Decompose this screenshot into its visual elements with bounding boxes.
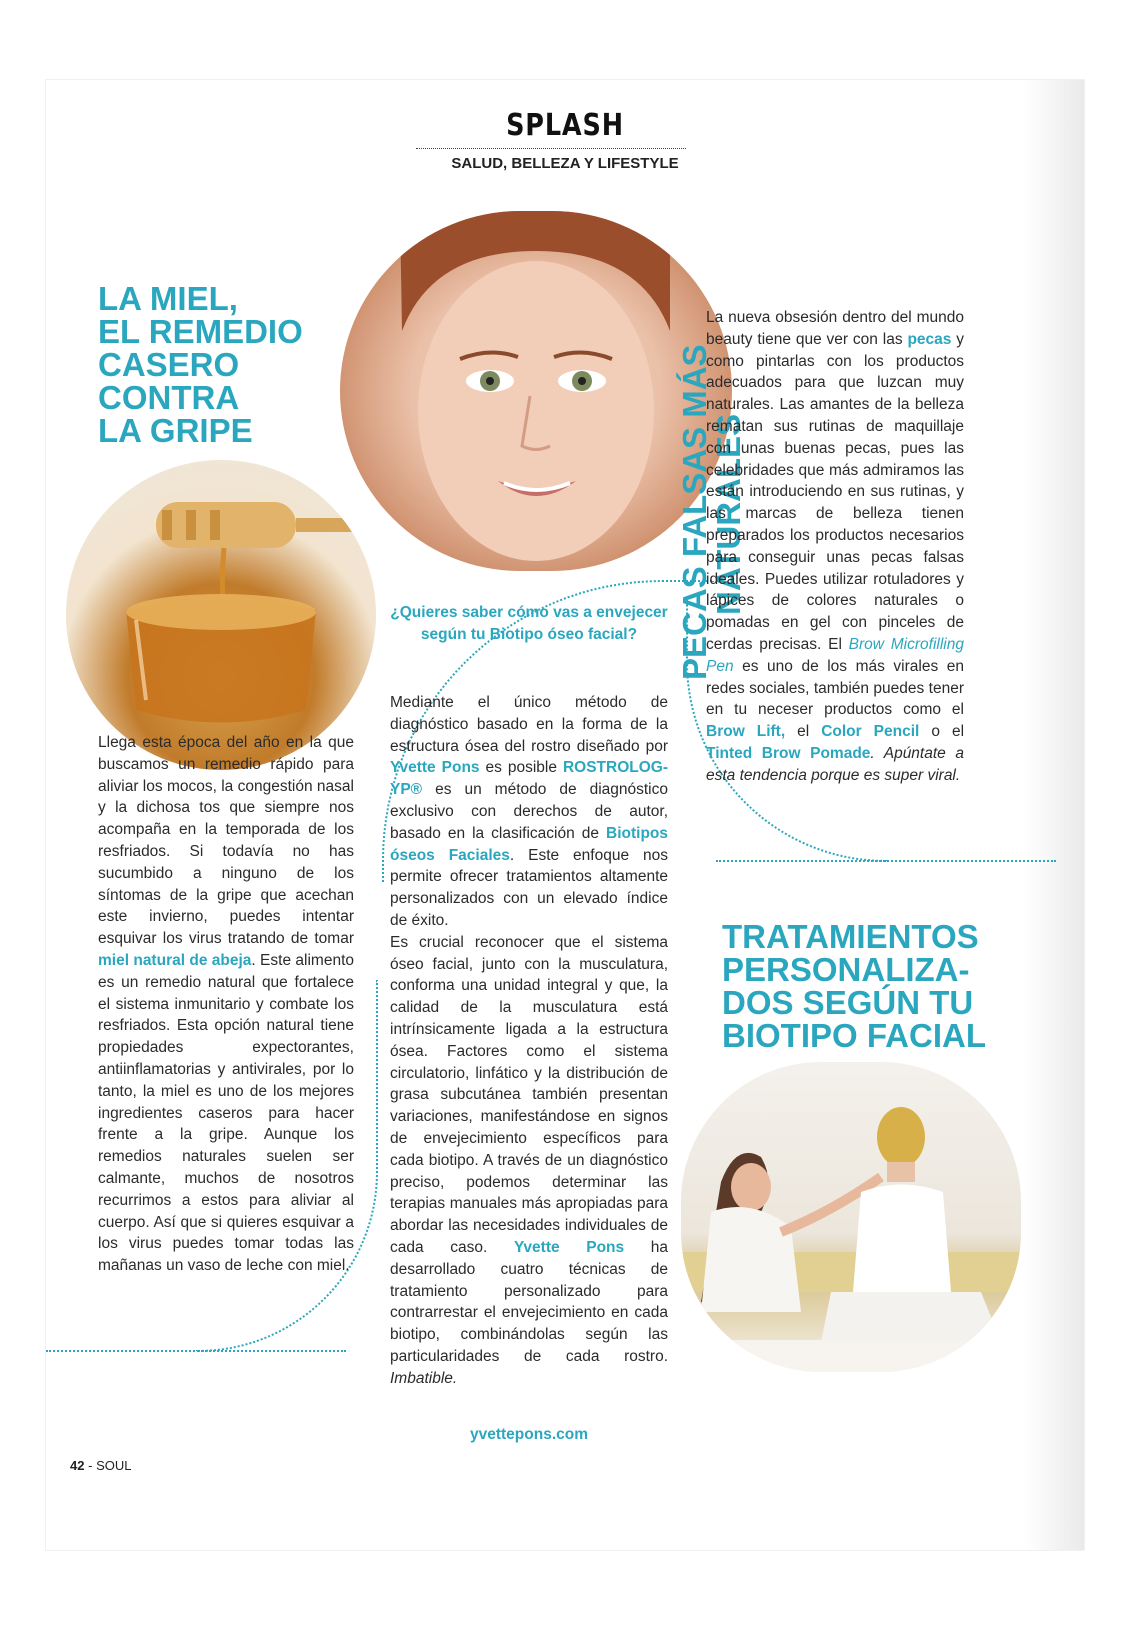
biotypes-highlight: Biotipos óseos Faciales — [390, 824, 669, 864]
freckles-text: y como pintarlas con los productos adecuados para que luzcan muy naturales. Las amantes de la belleza rematan sus rutinas de maquillaje con unas buenas pecas, pues las celebridades que más admiramos las están introduciendo en sus rutinas, y las marcas de belleza tienen preparados los productos necesarios para conseguir unas pecas falsas ideales. Puedes utilizar rotuladores y lápices de colores naturales o pomadas en gel con pinceles de cerdas precisas. El — [706, 330, 965, 653]
treatments-headline-line: TRATAMIENTOS — [722, 918, 979, 955]
honey-text: Llega esta época del año en la que buscamos un remedio rápido para aliviar los mocos, la congestión nasal y la dichosa tos que siempre nos acompaña en la temporada de los resfriados. Si todavía no has sucumbido a ninguno de los síntomas de la gripe que acechan este invierno, puedes intentar esquivar los virus tratando de tomar — [98, 734, 354, 948]
biotype-question: ¿Quieres saber cómo vas a envejecer según tu Biotipo óseo facial? — [390, 604, 668, 643]
brand-highlight: Yvette Pons — [390, 759, 480, 777]
product-highlight: Color Pencil — [821, 723, 920, 741]
biotype-text: es un método de diagnóstico exclusivo con derechos de autor, basado en la clasificación de — [390, 781, 668, 842]
product-highlight: Brow Microfilling Pen — [706, 635, 964, 675]
treatments-headline-line: BIOTIPO FACIAL — [722, 1017, 986, 1054]
biotype-text: ha desarrollado cuatro técnicas de tratamiento personalizado para contrarrestar el envejecimiento en cada biotipo, combinándolas según las particularidades de cada rostro. — [390, 1238, 669, 1365]
freckles-text: el — [797, 723, 810, 741]
biotype-text: Mediante el único método de diagnóstico basado en la forma de la estructura ósea del rostro diseñado por — [390, 694, 668, 755]
masthead-rule — [416, 148, 686, 149]
biotype-text: Imbatible. — [390, 1369, 458, 1387]
honey-headline-line: CONTRA — [98, 379, 240, 416]
freckles-text: o el — [931, 723, 965, 741]
website-link[interactable]: yvettepons.com — [469, 1426, 588, 1443]
facial-treatment-photo — [681, 1062, 1021, 1372]
dotted-rule-left — [46, 1350, 346, 1352]
product-highlight: Tinted Brow Pomade — [706, 744, 871, 762]
freckles-text: es uno de los más virales en redes sociales, también puedes tener en tu neceser productos como el — [706, 657, 964, 719]
freckles-text: . Apúntate a esta tendencia porque es super viral. — [706, 744, 964, 784]
biotype-text: . Este enfoque nos permite ofrecer tratamientos altamente personalizados con un elevado índice de éxito. — [390, 846, 668, 929]
freckles-text: La nueva obsesión dentro del mundo beauty tiene que ver con las — [706, 309, 964, 348]
honey-headline-line: LA GRIPE — [98, 412, 253, 449]
honey-article-body — [98, 732, 354, 1277]
biotype-article-body — [390, 692, 668, 1390]
biotype-text: es posible — [485, 759, 557, 777]
magazine-name: SOUL — [96, 1458, 132, 1473]
treatments-headline — [722, 920, 986, 1052]
magazine-page — [46, 80, 1084, 1550]
masthead-subtitle: SALUD, BELLEZA Y LIFESTYLE — [451, 155, 679, 172]
freckled-face-photo — [340, 211, 732, 571]
freckles-headline-line: NATURALES — [710, 413, 747, 615]
page-number: 42 — [70, 1458, 85, 1473]
honey-headline-line: LA MIEL, — [98, 280, 238, 317]
method-highlight: ROSTROLOG-YP® — [390, 759, 668, 799]
masthead-logo: SPLASH — [506, 108, 624, 143]
honey-text: . Este alimento es un remedio natural que fortalece el sistema inmunitario y combate los resfriados. Esta opción natural tiene propiedades expectorantes, antiinflamatorias y antivirales, por lo tanto, la miel es uno de los mejores ingredientes caseros para hacer frente a la gripe. Aunque los remedios naturales suelen ser calmante, muchos de nosotros recurrimos a estos para aliviar al cuerpo. Así que si quieres esquivar a los virus puedes tomar todas las mañanas un vaso de leche con miel. — [98, 951, 354, 1275]
freckles-article-body — [706, 307, 964, 787]
footer-separator: - — [88, 1458, 93, 1473]
dotted-rule-right — [716, 860, 1056, 862]
freckles-highlight: pecas — [907, 330, 952, 348]
honey-jar-photo — [66, 460, 376, 770]
treatments-headline-line: PERSONALIZA- — [722, 951, 970, 988]
honey-headline — [98, 282, 303, 447]
brand-highlight: Yvette Pons — [513, 1238, 625, 1256]
honey-headline-line: CASERO — [98, 346, 240, 383]
treatments-headline-line: DOS SEGÚN TU — [722, 984, 974, 1021]
biotype-text: Es crucial reconocer que el sistema óseo facial, junto con la musculatura, conforma una unidad integral y que, la calidad de la musculatura está intrínsicamente ligada a la estructura ósea. Factores como el sistema circulatorio, linfático y la distribución de grasa subcutánea también presentan variaciones, manifestándose en signos de envejecimiento específicos para cada biotipo. A través de un diagnóstico preciso, podemos determinar las terapias manuales más apropiadas para abordar las necesidades individuales de cada caso. — [390, 933, 668, 1256]
honey-headline-line: EL REMEDIO — [98, 313, 303, 350]
page-footer — [70, 1458, 131, 1473]
honey-highlight: miel natural de abeja — [98, 951, 252, 969]
page-edge-shadow — [1024, 80, 1084, 1550]
freckles-headline-line: PECAS FALSAS MÁS — [676, 344, 713, 680]
product-highlight: Brow Lift, — [706, 723, 786, 741]
